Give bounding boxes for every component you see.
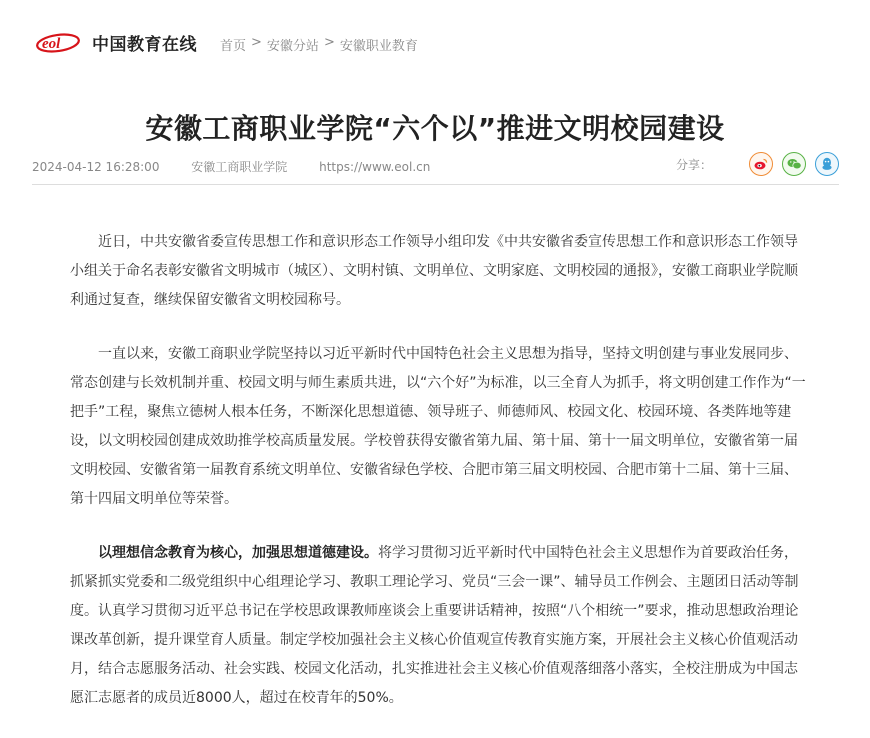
- breadcrumb-home[interactable]: 首页: [220, 39, 247, 54]
- article-paragraph: 一直以来，安徽工商职业学院坚持以习近平新时代中国特色社会主义思想为指导，坚持文明创建与事业发展同步、常态创建与长效机制并重、校园文明与师生素质共进，以“六个好”为标准，以三全育人为抓手，将文明创建工作作为“一把手”工程，聚焦立德树人根本任务，不断深化思想道德、领导班子、师德师风、校园文化、校园环境、各类阵地等建设，以文明校园创建成效助推学校高质量发展。学校曾获得安徽省第九届、第十届、第十一届文明单位，安徽省第一届文明校园、安徽省第一届教育系统文明单位、安徽省绿色学校、合肥市第三届文明校园、合肥市第十二届、第十三届、第十四届文明单位等荣誉。: [70, 346, 806, 507]
- breadcrumb-separator: >: [323, 35, 335, 50]
- svg-text:eol: eol: [42, 36, 61, 52]
- article-body: [70, 228, 806, 738]
- publish-date: 2024-04-12 16:28:00: [32, 160, 160, 174]
- site-name: 中国教育在线: [92, 34, 197, 55]
- source-url: https://www.eol.cn: [319, 160, 431, 174]
- eol-logo-icon: [36, 28, 86, 56]
- share-label: 分享：: [675, 157, 712, 172]
- article-paragraph: [70, 539, 806, 713]
- breadcrumb: [220, 35, 418, 54]
- wechat-icon: [787, 158, 802, 170]
- article-meta: [32, 158, 839, 185]
- article-source: 安徽工商职业学院: [191, 160, 288, 174]
- share-weibo-button[interactable]: [749, 152, 773, 176]
- share-qq-button[interactable]: [815, 152, 839, 176]
- paragraph-heading: 以理想信念教育为核心，加强思想道德建设。: [98, 545, 378, 561]
- qq-icon: [821, 157, 833, 171]
- share-bar: [676, 152, 839, 176]
- paragraph-text: 将学习贯彻习近平新时代中国特色社会主义思想作为首要政治任务，抓紧抓实党委和二级党组织中心组理论学习、教职工理论学习、党员“三会一课”、辅导员工作例会、主题团日活动等制度。认真学习贯彻习近平总书记在学校思政课教师座谈会上重要讲话精神，按照“八个相统一”要求，推动思想政治理论课改革创新，提升课堂育人质量。制定学校加强社会主义核心价值观宣传教育实施方案，开展社会主义核心价值观活动月，结合志愿服务活动、社会实践、校园文化活动，扎实推进社会主义核心价值观落细落小落实，全校注册成为中国志愿汇志愿者的成员近8000人，超过在校青年的50%。: [70, 545, 799, 706]
- article-paragraph: 近日，中共安徽省委宣传思想工作和意识形态工作领导小组印发《中共安徽省委宣传思想工作和意识形态工作领导小组关于命名表彰安徽省文明城市（城区）、文明村镇、文明单位、文明家庭、文明校园的通报》，安徽工商职业学院顺利通过复查，继续保留安徽省文明校园称号。: [70, 234, 798, 308]
- breadcrumb-separator: >: [251, 35, 262, 50]
- site-header: [0, 0, 870, 80]
- weibo-icon: [754, 158, 768, 170]
- breadcrumb-anhui[interactable]: 安徽分站: [266, 39, 319, 54]
- share-wechat-button[interactable]: [782, 152, 806, 176]
- site-logo[interactable]: [36, 28, 197, 56]
- breadcrumb-anhui-vocational[interactable]: 安徽职业教育: [339, 39, 418, 54]
- article-title: 安徽工商职业学院“六个以”推进文明校园建设: [145, 111, 725, 145]
